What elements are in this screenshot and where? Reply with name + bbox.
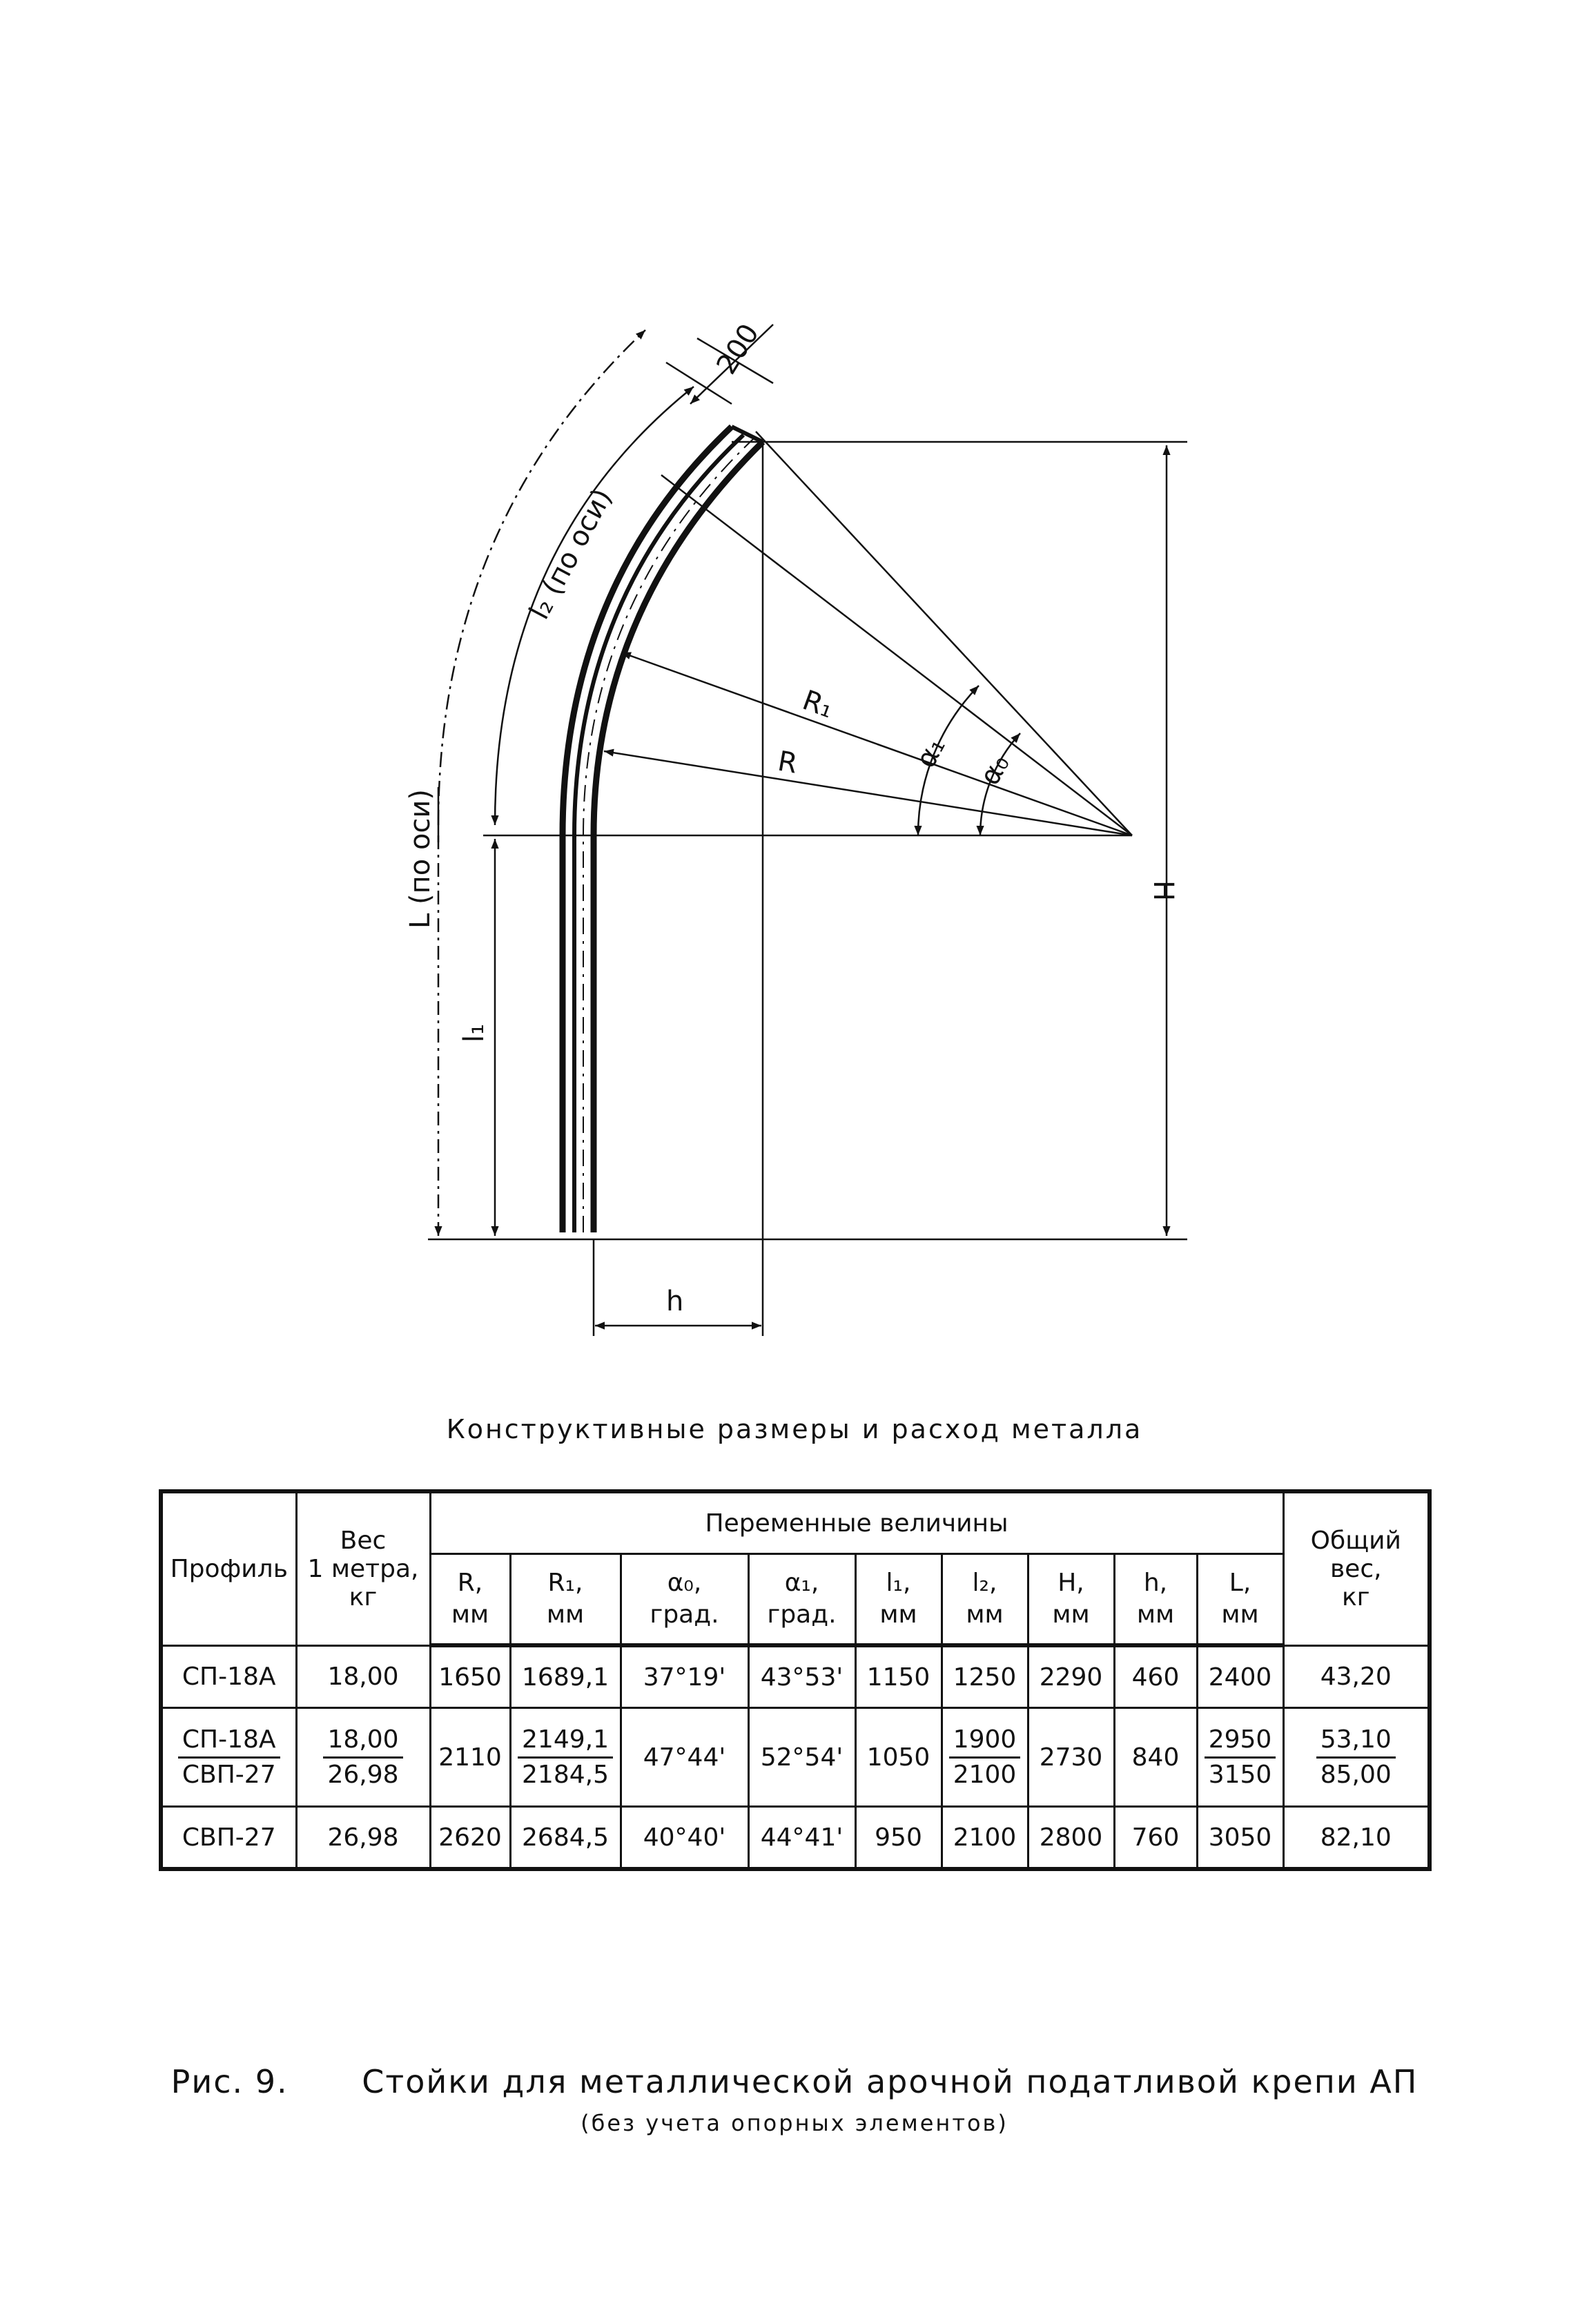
cell-l1: 1050 — [855, 1708, 942, 1807]
cell-l1: 950 — [855, 1807, 942, 1870]
cell-H: 2290 — [1028, 1645, 1114, 1708]
cell-R1: 1689,1 — [510, 1645, 621, 1708]
label-H: H — [1147, 880, 1179, 902]
cell-R1: $\frac{2149,1}{2184,5}$ — [510, 1708, 621, 1807]
cell-L: 2400 — [1197, 1645, 1283, 1708]
cell-R1: 2684,5 — [510, 1807, 621, 1870]
cell-l2: 1250 — [942, 1645, 1028, 1708]
cell-H: 2800 — [1028, 1807, 1114, 1870]
label-R1: R₁ — [798, 684, 838, 725]
spec-table — [159, 1489, 1432, 1871]
header-alpha0: α₀, град. — [621, 1554, 748, 1646]
cell-h: 840 — [1114, 1708, 1197, 1807]
figure-subtitle: (без учета опорных элементов) — [581, 2110, 1008, 2136]
cell-alpha0: 40°40' — [621, 1807, 748, 1870]
figure-title: Стойки для металлической арочной податливой крепи АП — [362, 2063, 1419, 2100]
header-variables: Переменные величины — [430, 1491, 1283, 1554]
header-H: H, мм — [1028, 1554, 1114, 1646]
header-profile: Профиль — [161, 1491, 296, 1645]
header-l1: l₁, мм — [855, 1554, 942, 1646]
header-L: L, мм — [1197, 1554, 1283, 1646]
label-200: 200 — [710, 318, 766, 380]
cell-l1: 1150 — [855, 1645, 942, 1708]
cell-L: 3050 — [1197, 1807, 1283, 1870]
label-alpha1: α₁ — [910, 732, 952, 773]
table-title: Конструктивные размеры и расход металла — [446, 1414, 1143, 1444]
label-alpha0: α₀ — [973, 749, 1016, 791]
cell-R: 2110 — [430, 1708, 510, 1807]
cell-weight: 26,98 — [296, 1807, 430, 1870]
label-L: L (по оси) — [404, 788, 436, 929]
label-l1: l₁ — [458, 1023, 490, 1043]
figure-caption — [0, 2063, 1589, 2100]
header-R1: R₁, мм — [510, 1554, 621, 1646]
cell-h: 760 — [1114, 1807, 1197, 1870]
cell-profile: $\frac{СП-18А}{\text{СВП-27}}$ — [161, 1708, 296, 1807]
table-row — [161, 1708, 1430, 1807]
cell-H: 2730 — [1028, 1708, 1114, 1807]
cell-profile: СП-18А — [161, 1645, 296, 1708]
cell-weight: $\frac{18,00}{26,98}$ — [296, 1708, 430, 1807]
cell-weight: 18,00 — [296, 1645, 430, 1708]
cell-R: 1650 — [430, 1645, 510, 1708]
label-l2: l₂ (по оси) — [523, 483, 618, 625]
radial-lines — [604, 432, 1132, 835]
cell-total: 82,10 — [1283, 1807, 1430, 1870]
cell-h: 460 — [1114, 1645, 1197, 1708]
header-R: R, мм — [430, 1554, 510, 1646]
figure-number: Рис. 9. — [170, 2063, 289, 2100]
cell-total: $\frac{53,10}{85,00}$ — [1283, 1708, 1430, 1807]
cell-l2: $\frac{1900}{2100}$ — [942, 1708, 1028, 1807]
cell-alpha0: 47°44' — [621, 1708, 748, 1807]
cell-alpha0: 37°19' — [621, 1645, 748, 1708]
cell-L: $\frac{2950}{3150}$ — [1197, 1708, 1283, 1807]
post-profile — [563, 427, 763, 1232]
header-total-weight: Общий вес, кг — [1283, 1491, 1430, 1645]
table-row — [161, 1645, 1430, 1708]
table-row — [161, 1807, 1430, 1870]
cell-l2: 2100 — [942, 1807, 1028, 1870]
header-weight: Вес 1 метра, кг — [296, 1491, 430, 1645]
header-alpha1: α₁, град. — [748, 1554, 855, 1646]
label-R: R — [775, 745, 800, 780]
cell-R: 2620 — [430, 1807, 510, 1870]
cell-alpha1: 44°41' — [748, 1807, 855, 1870]
cell-total: 43,20 — [1283, 1645, 1430, 1708]
dimension-L — [438, 787, 495, 1236]
cell-profile: СВП-27 — [161, 1807, 296, 1870]
cell-alpha1: 52°54' — [748, 1708, 855, 1807]
cell-alpha1: 43°53' — [748, 1645, 855, 1708]
header-l2: l₂, мм — [942, 1554, 1028, 1646]
label-h: h — [666, 1286, 684, 1317]
header-h: h, мм — [1114, 1554, 1197, 1646]
